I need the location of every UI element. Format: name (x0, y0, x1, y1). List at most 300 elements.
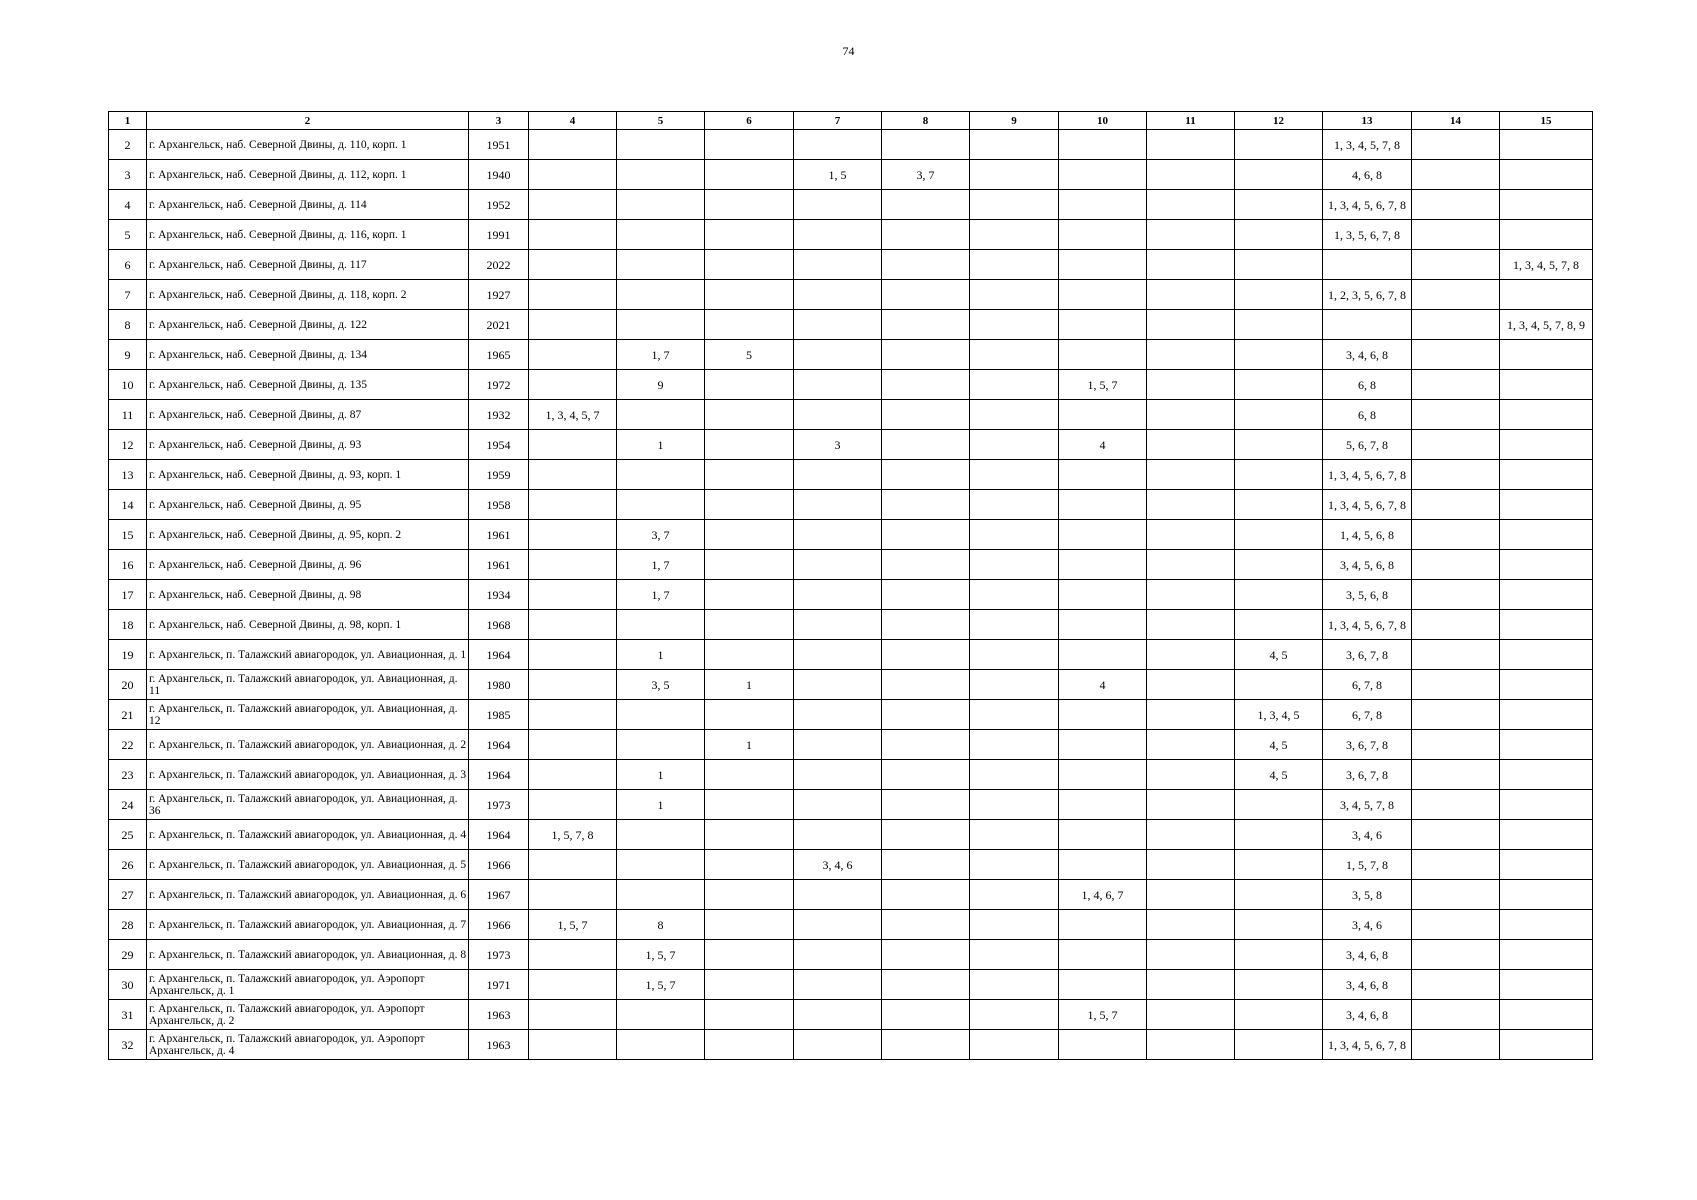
table-cell (970, 580, 1059, 610)
address-cell: г. Архангельск, наб. Северной Двины, д. 95, корп. 2 (147, 520, 469, 550)
table-row (109, 700, 1593, 730)
table-cell (1500, 580, 1593, 610)
table-cell (970, 130, 1059, 160)
table-cell (1147, 1030, 1235, 1060)
address-cell: г. Архангельск, наб. Северной Двины, д. 98 (147, 580, 469, 610)
table-cell (1235, 430, 1323, 460)
table-cell: 3, 5 (617, 670, 705, 700)
table-cell (529, 520, 617, 550)
table-cell (705, 280, 794, 310)
table-cell (970, 220, 1059, 250)
year-cell: 1961 (469, 550, 529, 580)
table-cell (1412, 640, 1500, 670)
year-cell: 1952 (469, 190, 529, 220)
table-row (109, 610, 1593, 640)
table-cell (705, 490, 794, 520)
table-cell (529, 550, 617, 580)
table-cell: 3, 4, 5, 7, 8 (1323, 790, 1412, 820)
table-cell (617, 820, 705, 850)
table-cell (617, 490, 705, 520)
table-cell (970, 760, 1059, 790)
table-cell (1147, 370, 1235, 400)
table-row (109, 640, 1593, 670)
table-cell (1412, 670, 1500, 700)
table-cell (1235, 130, 1323, 160)
table-cell: 1, 3, 4, 5, 7, 8 (1500, 250, 1593, 280)
table-cell (970, 490, 1059, 520)
table-cell: 1, 3, 4, 5, 6, 7, 8 (1323, 610, 1412, 640)
table-cell (705, 820, 794, 850)
address-cell: г. Архангельск, п. Талажский авиагородок, ул. Авиационная, д. 4 (147, 820, 469, 850)
address-cell: г. Архангельск, п. Талажский авиагородок, ул. Авиационная, д. 36 (147, 790, 469, 820)
row-number-cell: 3 (109, 160, 147, 190)
table-cell (705, 400, 794, 430)
table-cell: 4, 5 (1235, 760, 1323, 790)
table-cell (1500, 640, 1593, 670)
table-cell (1235, 1000, 1323, 1030)
table-cell (794, 460, 882, 490)
table-cell (1500, 970, 1593, 1000)
table-cell (617, 1030, 705, 1060)
table-cell (1412, 760, 1500, 790)
table-cell (794, 760, 882, 790)
table-cell (970, 520, 1059, 550)
table-cell: 1 (617, 790, 705, 820)
table-cell: 5, 6, 7, 8 (1323, 430, 1412, 460)
table-cell (1412, 550, 1500, 580)
table-cell (1500, 1030, 1593, 1060)
table-cell (1412, 820, 1500, 850)
address-cell: г. Архангельск, наб. Северной Двины, д. 114 (147, 190, 469, 220)
year-cell: 1934 (469, 580, 529, 610)
table-cell (882, 310, 970, 340)
table-cell (1412, 910, 1500, 940)
table-cell: 4 (1059, 670, 1147, 700)
column-header-8: 8 (882, 112, 970, 130)
address-cell: г. Архангельск, наб. Северной Двины, д. 134 (147, 340, 469, 370)
table-cell (794, 700, 882, 730)
address-cell: г. Архангельск, наб. Северной Двины, д. 118, корп. 2 (147, 280, 469, 310)
table-cell (794, 1000, 882, 1030)
table-cell (1500, 910, 1593, 940)
table-cell: 3, 7 (882, 160, 970, 190)
table-cell (705, 700, 794, 730)
table-cell (1412, 850, 1500, 880)
year-cell: 1940 (469, 160, 529, 190)
table-cell (705, 310, 794, 340)
table-cell (1500, 610, 1593, 640)
table-cell (794, 820, 882, 850)
year-cell: 1966 (469, 910, 529, 940)
column-header-10: 10 (1059, 112, 1147, 130)
year-cell: 1964 (469, 760, 529, 790)
table-cell (617, 250, 705, 280)
table-cell (529, 250, 617, 280)
column-header-11: 11 (1147, 112, 1235, 130)
table-cell (1235, 160, 1323, 190)
table-cell (1059, 280, 1147, 310)
table-cell (1059, 220, 1147, 250)
table-cell (1412, 880, 1500, 910)
table-cell (1235, 670, 1323, 700)
table-cell (1235, 460, 1323, 490)
table-cell: 1, 3, 4, 5, 7, 8, 9 (1500, 310, 1593, 340)
table-cell (1235, 340, 1323, 370)
address-cell: г. Архангельск, п. Талажский авиагородок, ул. Авиационная, д. 12 (147, 700, 469, 730)
table-cell (529, 370, 617, 400)
table-cell (705, 550, 794, 580)
table-cell (1059, 790, 1147, 820)
row-number-cell: 24 (109, 790, 147, 820)
table-cell: 1, 3, 4, 5, 7 (529, 400, 617, 430)
table-row (109, 130, 1593, 160)
table-cell (882, 760, 970, 790)
year-cell: 1964 (469, 730, 529, 760)
table-cell (1059, 910, 1147, 940)
table-cell (794, 640, 882, 670)
table-cell (794, 790, 882, 820)
table-cell (1412, 610, 1500, 640)
table-cell (1235, 400, 1323, 430)
table-cell: 1 (705, 670, 794, 700)
table-cell (970, 940, 1059, 970)
table-cell (882, 520, 970, 550)
table-cell (529, 280, 617, 310)
table-cell: 4, 6, 8 (1323, 160, 1412, 190)
table-cell (1147, 730, 1235, 760)
row-number-cell: 20 (109, 670, 147, 700)
table-cell (1235, 850, 1323, 880)
row-number-cell: 30 (109, 970, 147, 1000)
table-cell: 1, 4, 6, 7 (1059, 880, 1147, 910)
row-number-cell: 21 (109, 700, 147, 730)
table-cell (1500, 700, 1593, 730)
table-cell (1500, 670, 1593, 700)
table-cell (1147, 580, 1235, 610)
table-cell (705, 940, 794, 970)
column-header-3: 3 (469, 112, 529, 130)
table-cell (1147, 130, 1235, 160)
year-cell: 2022 (469, 250, 529, 280)
year-cell: 1959 (469, 460, 529, 490)
table-cell (529, 880, 617, 910)
table-cell: 1 (617, 430, 705, 460)
table-cell (1412, 310, 1500, 340)
table-cell (882, 280, 970, 310)
table-cell (1412, 370, 1500, 400)
year-cell: 2021 (469, 310, 529, 340)
table-cell (617, 220, 705, 250)
table-cell (970, 910, 1059, 940)
table-cell (1412, 460, 1500, 490)
table-cell (794, 400, 882, 430)
table-row (109, 490, 1593, 520)
table-cell (1059, 250, 1147, 280)
address-cell: г. Архангельск, наб. Северной Двины, д. 112, корп. 1 (147, 160, 469, 190)
table-cell (1235, 880, 1323, 910)
year-cell: 1964 (469, 820, 529, 850)
table-cell (1500, 550, 1593, 580)
table-cell (1500, 850, 1593, 880)
year-cell: 1966 (469, 850, 529, 880)
table-cell (1500, 370, 1593, 400)
table-cell (1235, 220, 1323, 250)
table-cell (970, 310, 1059, 340)
table-cell: 3, 6, 7, 8 (1323, 760, 1412, 790)
table-cell (1235, 610, 1323, 640)
table-cell (970, 400, 1059, 430)
table-cell: 1, 3, 4, 5, 6, 7, 8 (1323, 460, 1412, 490)
table-cell (794, 520, 882, 550)
table-cell (1235, 910, 1323, 940)
table-cell (1500, 130, 1593, 160)
table-cell (970, 1030, 1059, 1060)
table-cell (617, 880, 705, 910)
address-cell: г. Архангельск, п. Талажский авиагородок, ул. Авиационная, д. 8 (147, 940, 469, 970)
table-cell (529, 850, 617, 880)
table-cell (1235, 490, 1323, 520)
table-cell (1147, 850, 1235, 880)
table-cell (970, 370, 1059, 400)
table-cell (529, 700, 617, 730)
table-cell (794, 220, 882, 250)
table-cell: 6, 8 (1323, 370, 1412, 400)
table-cell (1059, 580, 1147, 610)
row-number-cell: 26 (109, 850, 147, 880)
row-number-cell: 19 (109, 640, 147, 670)
page-number: 74 (842, 44, 855, 58)
table-cell (1500, 880, 1593, 910)
table-cell (882, 220, 970, 250)
table-cell (705, 610, 794, 640)
table-cell (1412, 280, 1500, 310)
year-cell: 1985 (469, 700, 529, 730)
table-cell (1147, 280, 1235, 310)
table-cell (529, 310, 617, 340)
table-cell: 1, 2, 3, 5, 6, 7, 8 (1323, 280, 1412, 310)
address-cell: г. Архангельск, п. Талажский авиагородок, ул. Авиационная, д. 3 (147, 760, 469, 790)
address-cell: г. Архангельск, п. Талажский авиагородок, ул. Аэропорт Архангельск, д. 1 (147, 970, 469, 1000)
table-cell (1235, 520, 1323, 550)
table-cell (705, 880, 794, 910)
table-cell: 3 (794, 430, 882, 460)
table-cell (1235, 550, 1323, 580)
table-cell (617, 130, 705, 160)
table-cell (882, 730, 970, 760)
table-cell (1412, 160, 1500, 190)
table-cell (1500, 430, 1593, 460)
table-row (109, 220, 1593, 250)
address-cell: г. Архангельск, наб. Северной Двины, д. 135 (147, 370, 469, 400)
table-cell (617, 160, 705, 190)
table-cell (882, 190, 970, 220)
table-cell (529, 580, 617, 610)
table-cell (970, 1000, 1059, 1030)
table-cell (705, 430, 794, 460)
year-cell: 1951 (469, 130, 529, 160)
table-cell (970, 430, 1059, 460)
address-cell: г. Архангельск, п. Талажский авиагородок, ул. Авиационная, д. 1 (147, 640, 469, 670)
table-cell (882, 550, 970, 580)
table-cell (970, 190, 1059, 220)
year-cell: 1968 (469, 610, 529, 640)
address-cell: г. Архангельск, п. Талажский авиагородок, ул. Аэропорт Архангельск, д. 2 (147, 1000, 469, 1030)
table-cell (617, 610, 705, 640)
table-cell (1500, 790, 1593, 820)
table-cell (1500, 730, 1593, 760)
table-cell (529, 970, 617, 1000)
row-number-cell: 17 (109, 580, 147, 610)
table-cell: 1, 3, 4, 5 (1235, 700, 1323, 730)
table-cell (794, 340, 882, 370)
table-cell (794, 490, 882, 520)
table-cell (970, 460, 1059, 490)
table-cell (529, 1030, 617, 1060)
table-cell (1412, 220, 1500, 250)
table-cell (1235, 580, 1323, 610)
table-cell (617, 850, 705, 880)
address-cell: г. Архангельск, наб. Северной Двины, д. 87 (147, 400, 469, 430)
table-cell: 6, 7, 8 (1323, 700, 1412, 730)
table-cell (1147, 670, 1235, 700)
row-number-cell: 4 (109, 190, 147, 220)
table-cell (529, 940, 617, 970)
table-row (109, 940, 1593, 970)
table-cell: 6, 7, 8 (1323, 670, 1412, 700)
table-cell (1059, 520, 1147, 550)
row-number-cell: 2 (109, 130, 147, 160)
table-cell (529, 340, 617, 370)
table-cell: 1, 7 (617, 580, 705, 610)
table-cell (705, 850, 794, 880)
table-cell (794, 580, 882, 610)
table-row (109, 970, 1593, 1000)
table-cell (1323, 310, 1412, 340)
table-cell (970, 550, 1059, 580)
table-cell (1500, 190, 1593, 220)
year-cell: 1964 (469, 640, 529, 670)
table-cell (1059, 460, 1147, 490)
table-cell (1235, 970, 1323, 1000)
row-number-cell: 8 (109, 310, 147, 340)
table-cell (1147, 1000, 1235, 1030)
year-cell: 1973 (469, 790, 529, 820)
table-cell (1147, 940, 1235, 970)
table-cell (529, 760, 617, 790)
table-cell: 3, 4, 6 (1323, 910, 1412, 940)
table-cell: 1, 5, 7, 8 (1323, 850, 1412, 880)
table-cell (882, 940, 970, 970)
table-cell (882, 130, 970, 160)
table-cell (1500, 160, 1593, 190)
table-cell (617, 460, 705, 490)
table-cell (1500, 820, 1593, 850)
column-header-12: 12 (1235, 112, 1323, 130)
table-cell (882, 250, 970, 280)
table-cell (970, 880, 1059, 910)
table-cell (705, 580, 794, 610)
table-cell (1147, 970, 1235, 1000)
table-cell (882, 880, 970, 910)
table-cell (529, 460, 617, 490)
table-cell (794, 1030, 882, 1060)
table-cell (1235, 790, 1323, 820)
table-cell: 3, 4, 5, 6, 8 (1323, 550, 1412, 580)
table-cell (1147, 340, 1235, 370)
address-cell: г. Архангельск, п. Талажский авиагородок, ул. Авиационная, д. 6 (147, 880, 469, 910)
table-cell: 4, 5 (1235, 640, 1323, 670)
table-cell (1147, 640, 1235, 670)
table-cell (970, 820, 1059, 850)
table-cell (970, 280, 1059, 310)
table-cell: 3, 6, 7, 8 (1323, 640, 1412, 670)
table-cell (882, 820, 970, 850)
row-number-cell: 32 (109, 1030, 147, 1060)
table-cell: 3, 7 (617, 520, 705, 550)
table-cell (1412, 520, 1500, 550)
table-cell (1059, 190, 1147, 220)
table-cell: 9 (617, 370, 705, 400)
address-cell: г. Архангельск, наб. Северной Двины, д. 93, корп. 1 (147, 460, 469, 490)
table-cell (1235, 940, 1323, 970)
table-row (109, 400, 1593, 430)
table-cell (794, 670, 882, 700)
row-number-cell: 6 (109, 250, 147, 280)
table-cell (970, 340, 1059, 370)
table-cell (1059, 970, 1147, 1000)
table-cell (1412, 730, 1500, 760)
table-cell (970, 610, 1059, 640)
table-cell (1147, 250, 1235, 280)
table-cell (1500, 760, 1593, 790)
table-cell (1500, 460, 1593, 490)
table-cell (882, 790, 970, 820)
row-number-cell: 9 (109, 340, 147, 370)
table-cell (1059, 310, 1147, 340)
address-cell: г. Архангельск, наб. Северной Двины, д. 117 (147, 250, 469, 280)
row-number-cell: 14 (109, 490, 147, 520)
table-cell: 6, 8 (1323, 400, 1412, 430)
address-cell: г. Архангельск, наб. Северной Двины, д. 96 (147, 550, 469, 580)
table-row (109, 160, 1593, 190)
row-number-cell: 31 (109, 1000, 147, 1030)
column-header-9: 9 (970, 112, 1059, 130)
table-cell (1500, 520, 1593, 550)
table-cell (529, 130, 617, 160)
table-cell (529, 430, 617, 460)
table-cell (794, 310, 882, 340)
table-cell (705, 970, 794, 1000)
year-cell: 1967 (469, 880, 529, 910)
column-header-1: 1 (109, 112, 147, 130)
address-cell: г. Архангельск, наб. Северной Двины, д. 122 (147, 310, 469, 340)
table-row (109, 430, 1593, 460)
table-cell: 1, 5, 7 (529, 910, 617, 940)
table-cell: 1, 4, 5, 6, 8 (1323, 520, 1412, 550)
table-cell (617, 700, 705, 730)
table-cell (1147, 460, 1235, 490)
table-cell (882, 370, 970, 400)
table-cell (1500, 400, 1593, 430)
column-header-4: 4 (529, 112, 617, 130)
table-cell: 8 (617, 910, 705, 940)
address-cell: г. Архангельск, п. Талажский авиагородок, ул. Авиационная, д. 11 (147, 670, 469, 700)
row-number-cell: 27 (109, 880, 147, 910)
row-number-cell: 11 (109, 400, 147, 430)
table-cell (1412, 700, 1500, 730)
table-cell (882, 970, 970, 1000)
table-cell (970, 250, 1059, 280)
